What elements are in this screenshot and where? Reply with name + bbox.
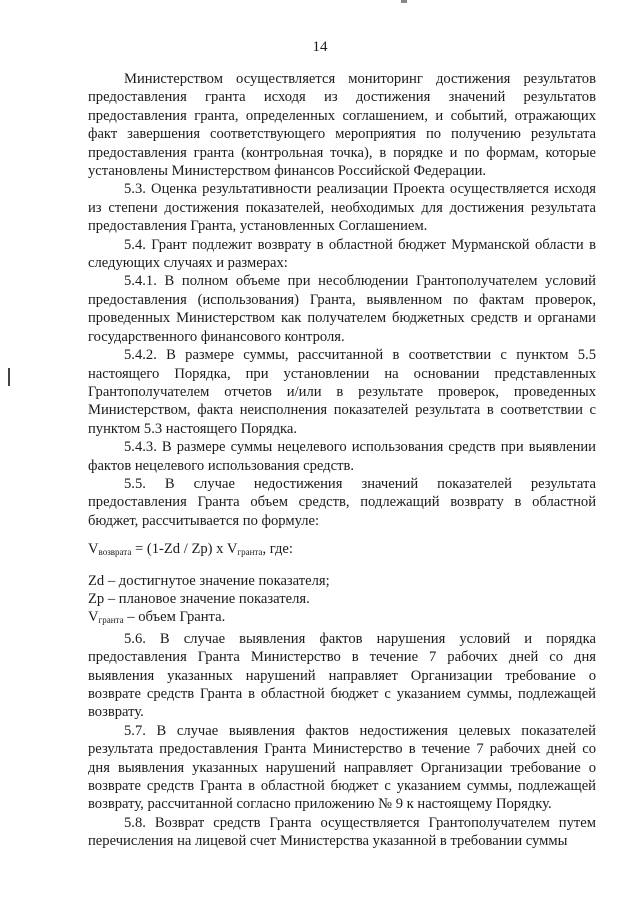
- document-body: [88, 70, 596, 851]
- formula: [88, 540, 596, 561]
- formula-v: V: [88, 541, 99, 558]
- paragraph-5-8: 5.8. Возврат средств Гранта осуществляется Грантополучателем путем перечисления на лицевой счет Министерства указанной в требовании суммы: [88, 814, 596, 850]
- formula-end: , где:: [262, 541, 293, 558]
- definition-v-letter: V: [88, 609, 99, 626]
- definition-v-sub: гранта: [98, 615, 124, 626]
- definition-v: [88, 608, 596, 629]
- formula-sub-grant: гранта: [237, 547, 263, 558]
- paragraph-5-4-1: 5.4.1. В полном объеме при несоблюдении Грантополучателем условий предоставления (использования) Гранта, выявленном по фактам проверок, проведенных Министерством как получателем бюджетных средств и органами государственного финансового контроля.: [88, 273, 596, 345]
- paragraph-5-4-2: 5.4.2. В размере суммы, рассчитанной в соответствии с пунктом 5.5 настоящего Порядка, при установлении на основании представленных Грантополучателем отчетов и/или в результате проверок, проведенных Министерством, факта неисполнения показателей результата в соответствии с пунктом 5.3 настоящего Порядка.: [88, 347, 596, 437]
- formula-sub-return: возврата: [98, 547, 132, 558]
- page-number: 14: [312, 39, 328, 55]
- scan-artifact-edge: [8, 368, 10, 386]
- paragraph-5-4: 5.4. Грант подлежит возврату в областной бюджет Мурманской области в следующих случаях и размерах:: [88, 236, 596, 272]
- paragraph-5-7: 5.7. В случае выявления фактов недостижения целевых показателей результата предоставления Гранта Министерство в течение 7 рабочих дней со дня выявления указанных нарушений направляет Организации требование о возврате средств Гранта в областной бюджет с указанием суммы, подлежащей возврату, рассчитанной согласно приложению № 9 к настоящему Порядку.: [88, 722, 596, 813]
- definition-zp: Zp – плановое значение показателя.: [88, 590, 310, 607]
- definition-zd: Zd – достигнутое значение показателя;: [88, 572, 330, 589]
- paragraph-5-5: 5.5. В случае недостижения значений показателей результата предоставления Гранта объем средств, подлежащий возврату в областной бюджет, рассчитывается по формуле:: [88, 475, 596, 529]
- paragraph-5-3: 5.3. Оценка результативности реализации Проекта осуществляется исходя из степени достижения показателей, необходимых для достижения результата предоставления Гранта, установленных Соглашением.: [88, 181, 596, 235]
- paragraph-5-6: 5.6. В случае выявления фактов нарушения условий и порядка предоставления Гранта Министерство в течение 7 рабочих дней со дня выявления указанных нарушений направляет Организации требование о возврате средств Гранта в областной бюджет с указанием суммы, подлежащей возврату.: [88, 630, 596, 721]
- definition-v-text: – объем Гранта.: [123, 609, 226, 626]
- scan-artifact-top: [401, 0, 407, 3]
- formula-middle: = (1-Zd / Zp) x V: [131, 541, 238, 558]
- paragraph-5-4-3: 5.4.3. В размере суммы нецелевого использования средств при выявлении фактов нецелевого использования средств.: [88, 439, 596, 474]
- paragraph-monitoring: Министерством осуществляется мониторинг достижения результатов предоставления гранта исходя из достижения значений результатов предоставления гранта, определенных соглашением, и событий, отражающих факт завершения соответствующего мероприятия по получению результата предоставления гранта (контрольная точка), в порядке и по формам, которые установлены Министерством финансов Российской Федерации.: [88, 71, 596, 180]
